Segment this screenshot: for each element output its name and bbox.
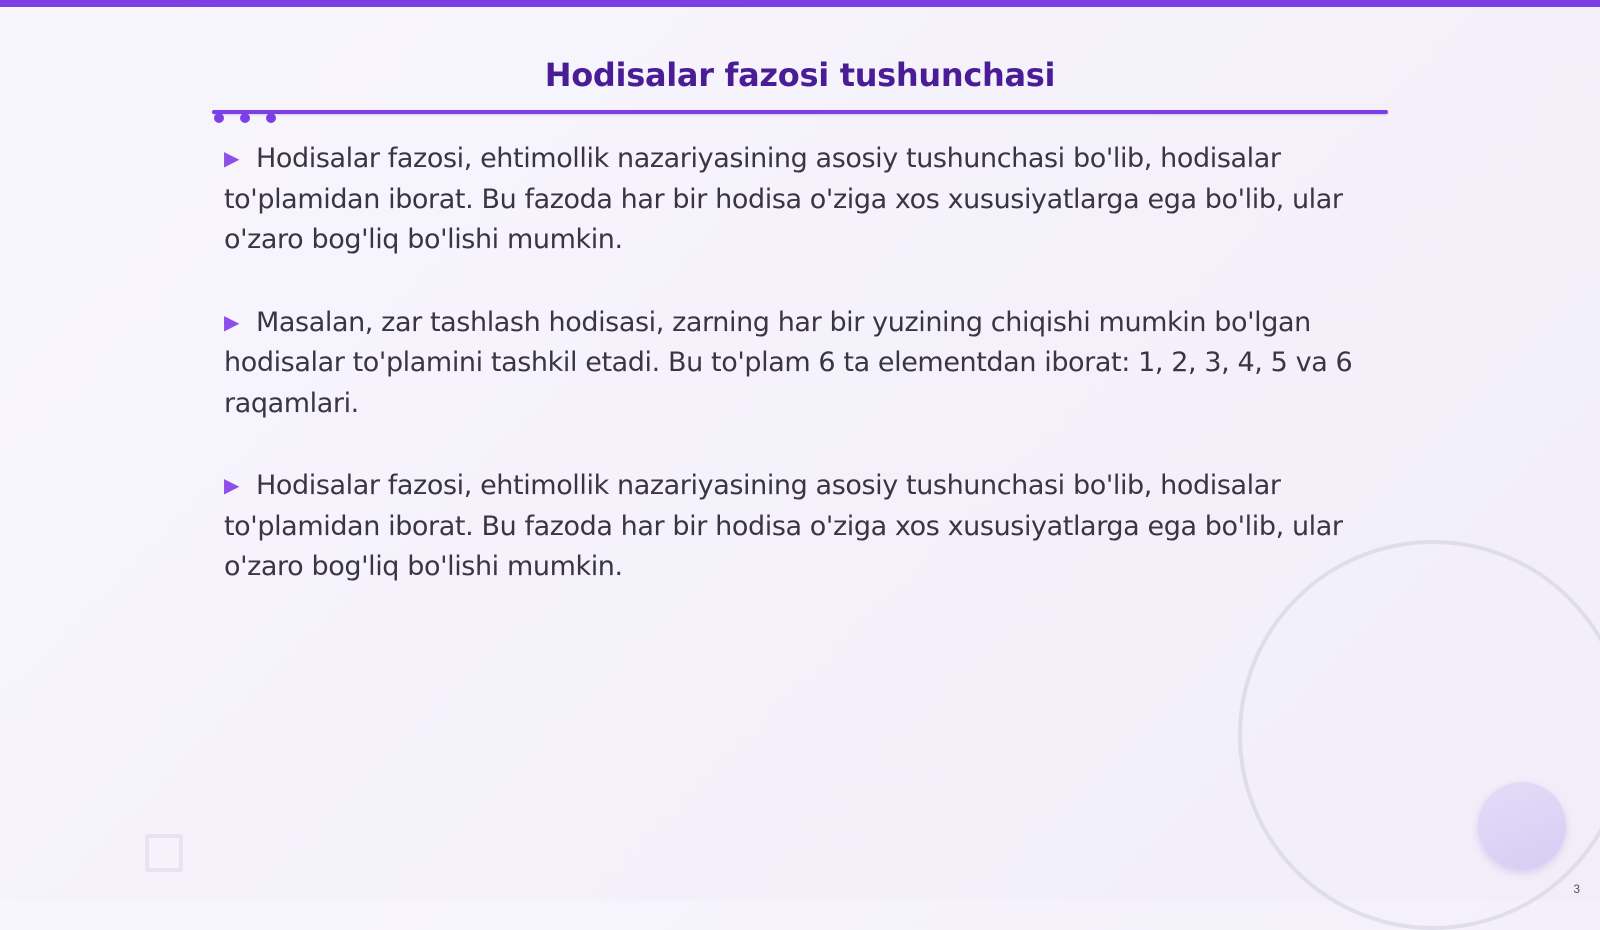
top-accent-bar xyxy=(0,0,1600,7)
decor-dot xyxy=(214,113,224,123)
paragraph-text: Masalan, zar tashlash hodisasi, zarning har bir yuzining chiqishi mumkin bo'lgan hodisalar to'plamini tashkil etadi. Bu to'plam 6 ta elementdan iborat: 1, 2, 3, 4, 5 va 6 raqamlari. xyxy=(224,306,1353,419)
slide-body xyxy=(224,138,1384,629)
decorative-square xyxy=(145,834,183,872)
paragraph-text: Hodisalar fazosi, ehtimollik nazariyasining asosiy tushunchasi bo'lib, hodisalar to'plamidan iborat. Bu fazoda har bir hodisa o'ziga xos xususiyatlarga ega bo'lib, ular o'zaro bog'liq bo'lishi mumkin. xyxy=(224,143,1343,255)
title-underline xyxy=(212,110,1388,114)
bullet-arrow-icon: ▶ xyxy=(224,309,239,334)
bullet-arrow-icon: ▶ xyxy=(224,146,239,170)
bullet-paragraph xyxy=(224,465,1384,588)
decorative-disc xyxy=(1478,782,1566,870)
decorative-ring xyxy=(1238,540,1600,930)
bullet-paragraph xyxy=(224,138,1384,261)
page-number: 3 xyxy=(1573,882,1580,896)
bullet-paragraph xyxy=(224,302,1384,425)
paragraph-text: Hodisalar fazosi, ehtimollik nazariyasining asosiy tushunchasi bo'lib, hodisalar to'plamidan iborat. Bu fazoda har bir hodisa o'ziga xos xususiyatlarga ega bo'lib, ular o'zaro bog'liq bo'lishi mumkin. xyxy=(224,470,1343,582)
slide-title: Hodisalar fazosi tushunchasi xyxy=(544,56,1056,94)
bullet-arrow-icon: ▶ xyxy=(224,473,239,497)
decor-dot xyxy=(240,113,250,123)
decor-dot xyxy=(266,113,276,123)
